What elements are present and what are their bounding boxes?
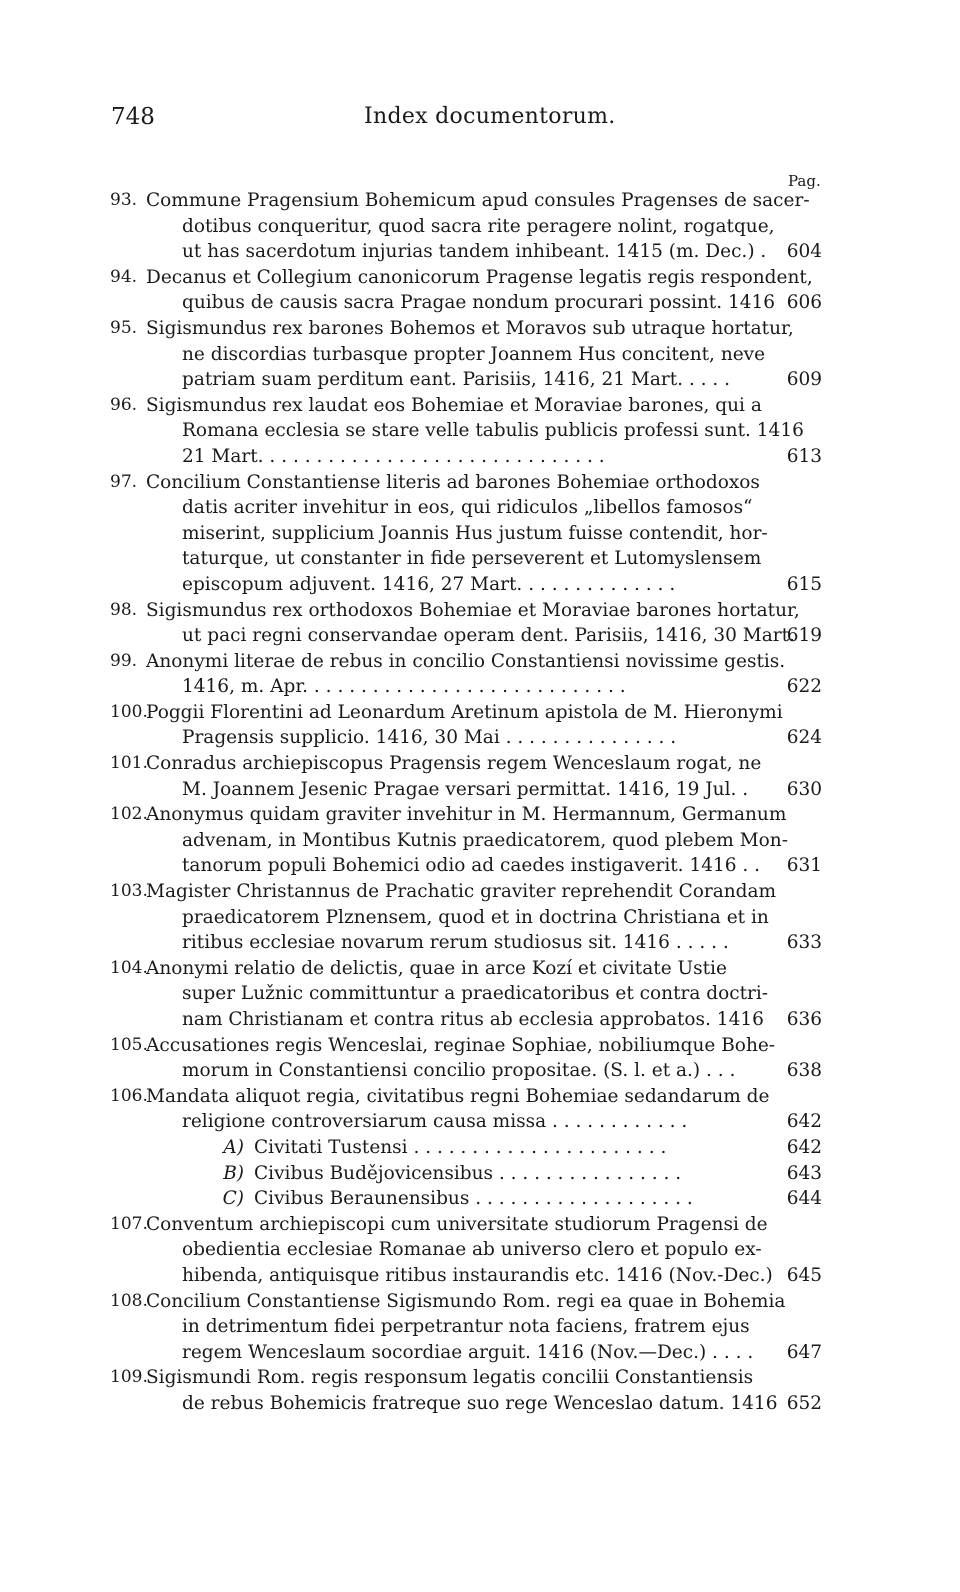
entry-line-text: Sigismundus rex barones Bohemos et Moravos sub utraque hortatur, <box>146 317 794 339</box>
entry-line-text: regem Wenceslaum socordiae arguit. 1416 (Nov.—Dec.) . . . . <box>182 1341 754 1363</box>
entry-number: 101. <box>110 753 148 774</box>
entry-line <box>146 1263 822 1289</box>
entry-line-text: Romana ecclesia se stare velle tabulis publicis professi sunt. 1416 <box>182 420 804 442</box>
entry-line <box>146 393 822 419</box>
index-entry <box>110 700 822 751</box>
entry-line-text: M. Joannem Jesenic Pragae versari permittat. 1416, 19 Jul. . <box>182 778 749 800</box>
pag-label: Pag. <box>788 172 821 190</box>
entry-line <box>146 879 822 905</box>
entry-line-text: Anonymus quidam graviter invehitur in M. Hermannum, Germanum <box>146 804 787 826</box>
entry-line-text: Anonymi relatio de delictis, quae in arce Kozí et civitate Ustie <box>146 957 727 979</box>
entry-page: 638 <box>786 1060 822 1082</box>
index-entry <box>110 1084 822 1212</box>
entry-line <box>146 214 822 240</box>
entry-line <box>146 751 822 777</box>
entry-line-text: Concilium Constantiense Sigismundo Rom. regi ea quae in Bohemia <box>146 1290 786 1312</box>
index-entry <box>110 188 822 265</box>
index-entry <box>110 316 822 393</box>
index-entry <box>110 393 822 470</box>
entry-page: 619 <box>786 625 822 647</box>
entry-line <box>146 1058 822 1084</box>
entry-number: 93. <box>110 190 138 210</box>
entry-line <box>146 367 822 393</box>
entry-line <box>146 1007 822 1033</box>
sub-entry-text: Civibus Beraunensibus . . . . . . . . . . . . . . . . . . . <box>254 1188 693 1210</box>
entry-line <box>146 444 822 470</box>
entry-number: 100. <box>110 701 148 722</box>
sub-entry <box>146 1186 822 1212</box>
entry-page: 630 <box>786 778 822 800</box>
entry-number: 97. <box>110 471 138 492</box>
entry-line-text: datis acriter invehitur in eos, qui ridiculos „libellos famosos“ <box>182 497 753 519</box>
entry-line <box>146 572 822 598</box>
index-entry <box>110 649 822 700</box>
entry-line-text: de rebus Bohemicis fratreque suo rege Wenceslao datum. 1416 <box>182 1392 778 1414</box>
entry-page: 609 <box>786 369 822 391</box>
entry-line-text: Sigismundi Rom. regis responsum legatis concilii Constantiensis <box>146 1367 754 1389</box>
entry-line-text: Sigismundus rex laudat eos Bohemiae et Moraviae barones, qui a <box>146 394 762 416</box>
index-entry <box>110 470 822 598</box>
entry-page: 624 <box>786 727 822 749</box>
entry-line-text: religione controversiarum causa missa . . . . . . . . . . . . <box>182 1111 688 1133</box>
entry-line-text: 1416, m. Apr. . . . . . . . . . . . . . . . . . . . . . . . . . . . <box>182 676 626 698</box>
sub-entry-page: 643 <box>786 1162 822 1184</box>
entry-number: 109. <box>110 1367 148 1388</box>
sub-entry-letter: B) <box>223 1162 244 1184</box>
entry-line <box>146 905 822 931</box>
entry-line <box>146 239 822 265</box>
index-entry <box>110 265 822 316</box>
entry-line <box>146 828 822 854</box>
sub-entry-page: 642 <box>786 1136 822 1158</box>
entry-line-text: nam Christianam et contra ritus ab ecclesia approbatos. 1416 <box>182 1009 764 1030</box>
entry-line-text: advenam, in Montibus Kutnis praedicatorem, quod plebem Mon- <box>182 829 788 851</box>
index-entry <box>110 751 822 802</box>
entry-line <box>146 418 822 444</box>
entry-line <box>146 930 822 956</box>
entry-page: 645 <box>786 1264 822 1286</box>
entry-number: 107. <box>110 1213 148 1234</box>
entry-line <box>146 265 822 291</box>
index-entry <box>110 1365 822 1416</box>
entry-line-text: Sigismundus rex orthodoxos Bohemiae et Moraviae barones hortatur, <box>146 599 800 621</box>
entry-line-text: Anonymi literae de rebus in concilio Constantiensi novissime gestis. <box>146 650 786 672</box>
entry-line <box>146 777 822 803</box>
entry-number: 105. <box>110 1034 148 1055</box>
entry-page: 633 <box>786 932 822 954</box>
entry-line <box>146 290 822 316</box>
entry-line-text: tanorum populi Bohemici odio ad caedes instigaverit. 1416 . . <box>182 855 761 877</box>
entry-line <box>146 1289 822 1315</box>
entry-line <box>146 1237 822 1263</box>
entry-line <box>146 1365 822 1391</box>
entry-line <box>146 1212 822 1238</box>
entry-line-text: Commune Pragensium Bohemicum apud consules Pragenses de sacer- <box>146 190 810 211</box>
entry-number: 106. <box>110 1085 148 1106</box>
index-entry <box>110 956 822 1033</box>
sub-entry-page: 644 <box>786 1188 822 1210</box>
entry-line <box>146 546 822 572</box>
entry-line <box>146 956 822 982</box>
sub-entry <box>146 1135 822 1161</box>
entry-line-text: miserint, supplicium Joannis Hus justum fuisse contendit, hor- <box>182 522 768 544</box>
entry-line-text: Decanus et Collegium canonicorum Pragense legatis regis respondent, <box>146 266 813 288</box>
entry-line <box>146 1314 822 1340</box>
entry-line <box>146 802 822 828</box>
entry-line <box>146 1084 822 1110</box>
entry-line-text: in detrimentum fidei perpetrantur nota faciens, fratrem ejus <box>182 1316 750 1338</box>
entry-page: 613 <box>786 445 822 467</box>
entry-page: 636 <box>786 1009 822 1030</box>
entry-line <box>146 316 822 342</box>
entry-number: 108. <box>110 1290 148 1311</box>
entry-page: 631 <box>786 855 822 877</box>
sub-entry <box>146 1161 822 1187</box>
entry-line-text: ut paci regni conservandae operam dent. Parisiis, 1416, 30 Mart. <box>182 625 795 647</box>
entry-line-text: morum in Constantiensi concilio propositae. (S. l. et a.) . . . <box>182 1060 736 1082</box>
entry-line <box>146 342 822 368</box>
page-number: 748 <box>111 104 155 130</box>
index-entry <box>110 802 822 879</box>
entry-line <box>146 470 822 496</box>
entry-line-text: Accusationes regis Wenceslai, reginae Sophiae, nobiliumque Bohe- <box>146 1034 776 1056</box>
entry-page: 652 <box>786 1392 822 1414</box>
entry-line-text: Conventum archiepiscopi cum universitate studiorum Pragensi de <box>146 1213 768 1235</box>
entry-line-text: Poggii Florentini ad Leonardum Aretinum apistola de M. Hieronymi <box>146 701 783 723</box>
entry-line <box>146 674 822 700</box>
entry-line <box>146 1340 822 1366</box>
entry-line-text: ritibus ecclesiae novarum rerum studiosus sit. 1416 . . . . . <box>182 932 729 954</box>
entry-line-text: obedientia ecclesiae Romanae ab universo clero et populo ex- <box>182 1239 762 1261</box>
entry-line <box>146 981 822 1007</box>
entry-line <box>146 853 822 879</box>
sub-entry-letter: C) <box>222 1188 244 1210</box>
entry-number: 95. <box>110 317 138 338</box>
entry-line <box>146 1033 822 1059</box>
entry-line-text: Concilium Constantiense literis ad barones Bohemiae orthodoxos <box>146 471 760 493</box>
index-entry <box>110 879 822 956</box>
entry-line-text: hibenda, antiquisque ritibus instaurandis etc. 1416 (Nov.-Dec.) <box>182 1264 773 1286</box>
entry-line-text: Mandata aliquot regia, civitatibus regni Bohemiae sedandarum de <box>146 1085 770 1107</box>
entry-number: 94. <box>110 266 138 287</box>
sub-entry-text: Civitati Tustensi . . . . . . . . . . . . . . . . . . . . . . <box>254 1136 667 1158</box>
entry-line-text: praedicatorem Plznensem, quod et in doctrina Christiana et in <box>182 906 769 928</box>
entry-line-text: 21 Mart. . . . . . . . . . . . . . . . . . . . . . . . . . . . . . <box>182 445 605 467</box>
entry-number: 104. <box>110 957 148 978</box>
entry-number: 96. <box>110 394 138 415</box>
entry-page: 604 <box>786 241 822 263</box>
entry-page: 642 <box>786 1111 822 1133</box>
running-title: Index documentorum. <box>364 104 616 129</box>
entry-number: 99. <box>110 650 138 671</box>
entry-line-text: taturque, ut constanter in fide perseverent et Lutomyslensem <box>182 548 762 570</box>
entry-line <box>146 700 822 726</box>
entry-line-text: quibus de causis sacra Pragae nondum procurari possint. 1416 <box>182 292 776 314</box>
sub-entry-letter: A) <box>223 1136 244 1158</box>
entry-line-text: Pragensis supplicio. 1416, 30 Mai . . . . . . . . . . . . . . . <box>182 727 677 749</box>
entry-page: 606 <box>786 292 822 314</box>
entry-line <box>146 1109 822 1135</box>
entry-line-text: Conradus archiepiscopus Pragensis regem Wenceslaum rogat, ne <box>146 753 762 775</box>
entry-number: 102. <box>110 804 148 825</box>
entry-line-text: patriam suam perditum eant. Parisiis, 1416, 21 Mart. . . . . <box>182 369 731 391</box>
entry-number: 103. <box>110 881 148 902</box>
sub-entry-text: Civibus Budějovicensibus . . . . . . . . . . . . . . . . <box>254 1162 682 1184</box>
entry-number: 98. <box>110 599 138 620</box>
entry-page: 647 <box>786 1341 822 1363</box>
entry-line <box>146 725 822 751</box>
entry-line <box>146 188 822 214</box>
index-entries <box>110 188 822 1417</box>
entry-line-text: ne discordias turbasque propter Joannem Hus concitent, neve <box>182 343 766 365</box>
entry-page: 615 <box>786 573 822 595</box>
entry-line <box>146 521 822 547</box>
index-entry <box>110 598 822 649</box>
index-entry <box>110 1033 822 1084</box>
entry-line-text: Magister Christannus de Prachatic graviter reprehendit Corandam <box>146 881 777 903</box>
index-entry <box>110 1212 822 1289</box>
entry-line-text: dotibus conqueritur, quod sacra rite peragere nolint, rogatque, <box>182 215 775 237</box>
entry-line-text: ut has sacerdotum injurias tandem inhibeant. 1415 (m. Dec.) . <box>182 241 767 263</box>
entry-line <box>146 495 822 521</box>
entry-page: 622 <box>786 676 822 698</box>
entry-line <box>146 598 822 624</box>
entry-line-text: episcopum adjuvent. 1416, 27 Mart. . . . . . . . . . . . . . <box>182 573 676 595</box>
entry-line <box>146 1391 822 1417</box>
entry-line <box>146 649 822 675</box>
entry-line-text: super Lužnic committuntur a praedicatoribus et contra doctri- <box>182 983 769 1005</box>
index-entry <box>110 1289 822 1366</box>
entry-line <box>146 623 822 649</box>
